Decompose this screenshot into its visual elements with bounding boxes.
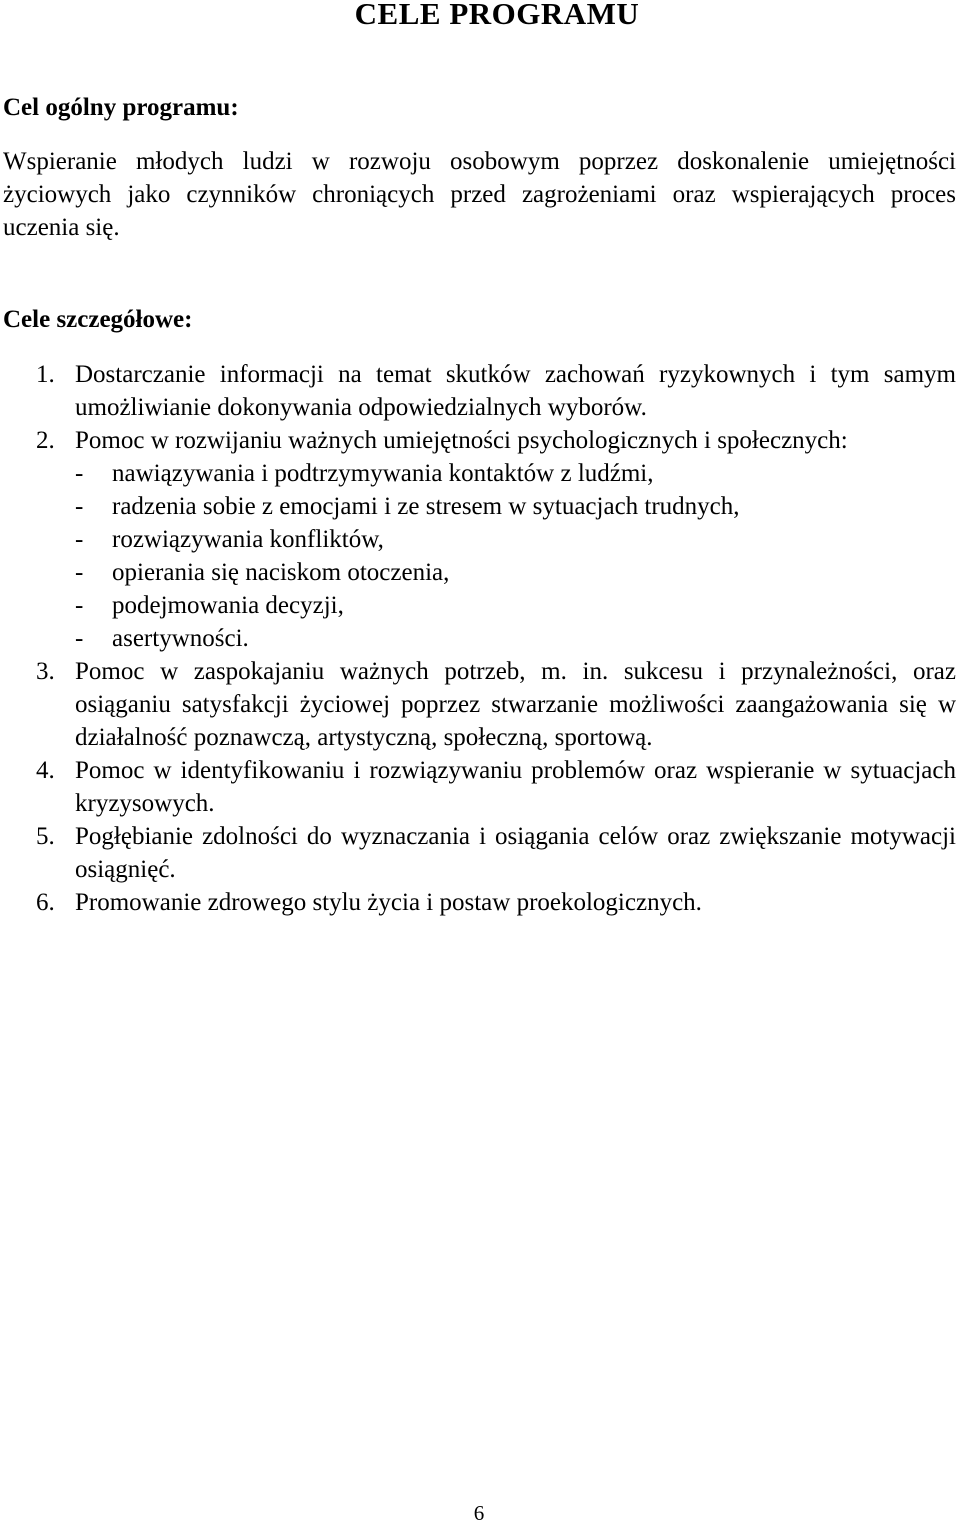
list-item — [0, 424, 960, 655]
sublist-item-text: podejmowania decyzji, — [112, 592, 344, 619]
general-goal-heading: Cel ogólny programu: — [3, 94, 239, 121]
list-item-number: 1. — [36, 361, 55, 388]
list-item-number: 3. — [36, 658, 55, 685]
sublist-item — [75, 622, 956, 655]
dash-bullet: - — [75, 460, 84, 487]
sublist-item-text: radzenia sobie z emocjami i ze stresem w sytuacjach trudnych, — [112, 493, 740, 520]
list-item-text: Pomoc w zaspokajaniu ważnych potrzeb, m. in. sukcesu i przynależności, oraz osiąganiu satysfakcji życiowej poprzez stwarzanie możliwości zaangażowania się w działalność poznawczą, artystyczną, społeczną, sportową. — [75, 658, 956, 751]
sublist-item — [75, 556, 956, 589]
dash-bullet: - — [75, 526, 84, 553]
list-item-text: Dostarczanie informacji na temat skutków zachowań ryzykownych i tym samym umożliwianie dokonywania odpowiedzialnych wyborów. — [75, 361, 956, 421]
sublist-item — [75, 490, 956, 523]
general-goal-text: Wspieranie młodych ludzi w rozwoju osobowym poprzez doskonalenie umiejętności życiowych jako czynników chroniących przed zagrożeniami oraz wspierających proces uczenia się. — [3, 148, 956, 241]
list-item-number: 6. — [36, 889, 55, 916]
specific-goals-heading: Cele szczegółowe: — [3, 306, 193, 333]
list-item-text: Pogłębianie zdolności do wyznaczania i osiągania celów oraz zwiększanie motywacji osiągnięć. — [75, 823, 956, 883]
dash-bullet: - — [75, 559, 84, 586]
sublist-item — [75, 457, 956, 490]
list-item-text: Pomoc w rozwijaniu ważnych umiejętności psychologicznych i społecznych: — [75, 427, 848, 454]
dash-bullet: - — [75, 493, 84, 520]
dash-bullet: - — [75, 592, 84, 619]
list-item-text: Pomoc w identyfikowaniu i rozwiązywaniu problemów oraz wspieranie w sytuacjach kryzysowych. — [75, 757, 956, 817]
list-item-number: 4. — [36, 757, 55, 784]
dash-bullet: - — [75, 625, 84, 652]
list-item-text: Promowanie zdrowego stylu życia i postaw proekologicznych. — [75, 889, 702, 916]
sublist-item-text: nawiązywania i podtrzymywania kontaktów z ludźmi, — [112, 460, 654, 487]
list-item — [0, 655, 960, 754]
list-item-number: 5. — [36, 823, 55, 850]
list-item — [0, 820, 960, 886]
sublist-item-text: rozwiązywania konfliktów, — [112, 526, 384, 553]
skills-sublist — [75, 457, 956, 655]
list-item — [0, 886, 960, 919]
list-item-number: 2. — [36, 427, 55, 454]
page-number: 6 — [473, 1501, 485, 1525]
specific-goals-list — [0, 358, 960, 919]
sublist-item — [75, 523, 956, 556]
page-title: CELE PROGRAMU — [354, 0, 640, 31]
list-item — [0, 358, 960, 424]
sublist-item — [75, 589, 956, 622]
list-item — [0, 754, 960, 820]
sublist-item-text: opierania się naciskom otoczenia, — [112, 559, 450, 586]
sublist-item-text: asertywności. — [112, 625, 249, 652]
